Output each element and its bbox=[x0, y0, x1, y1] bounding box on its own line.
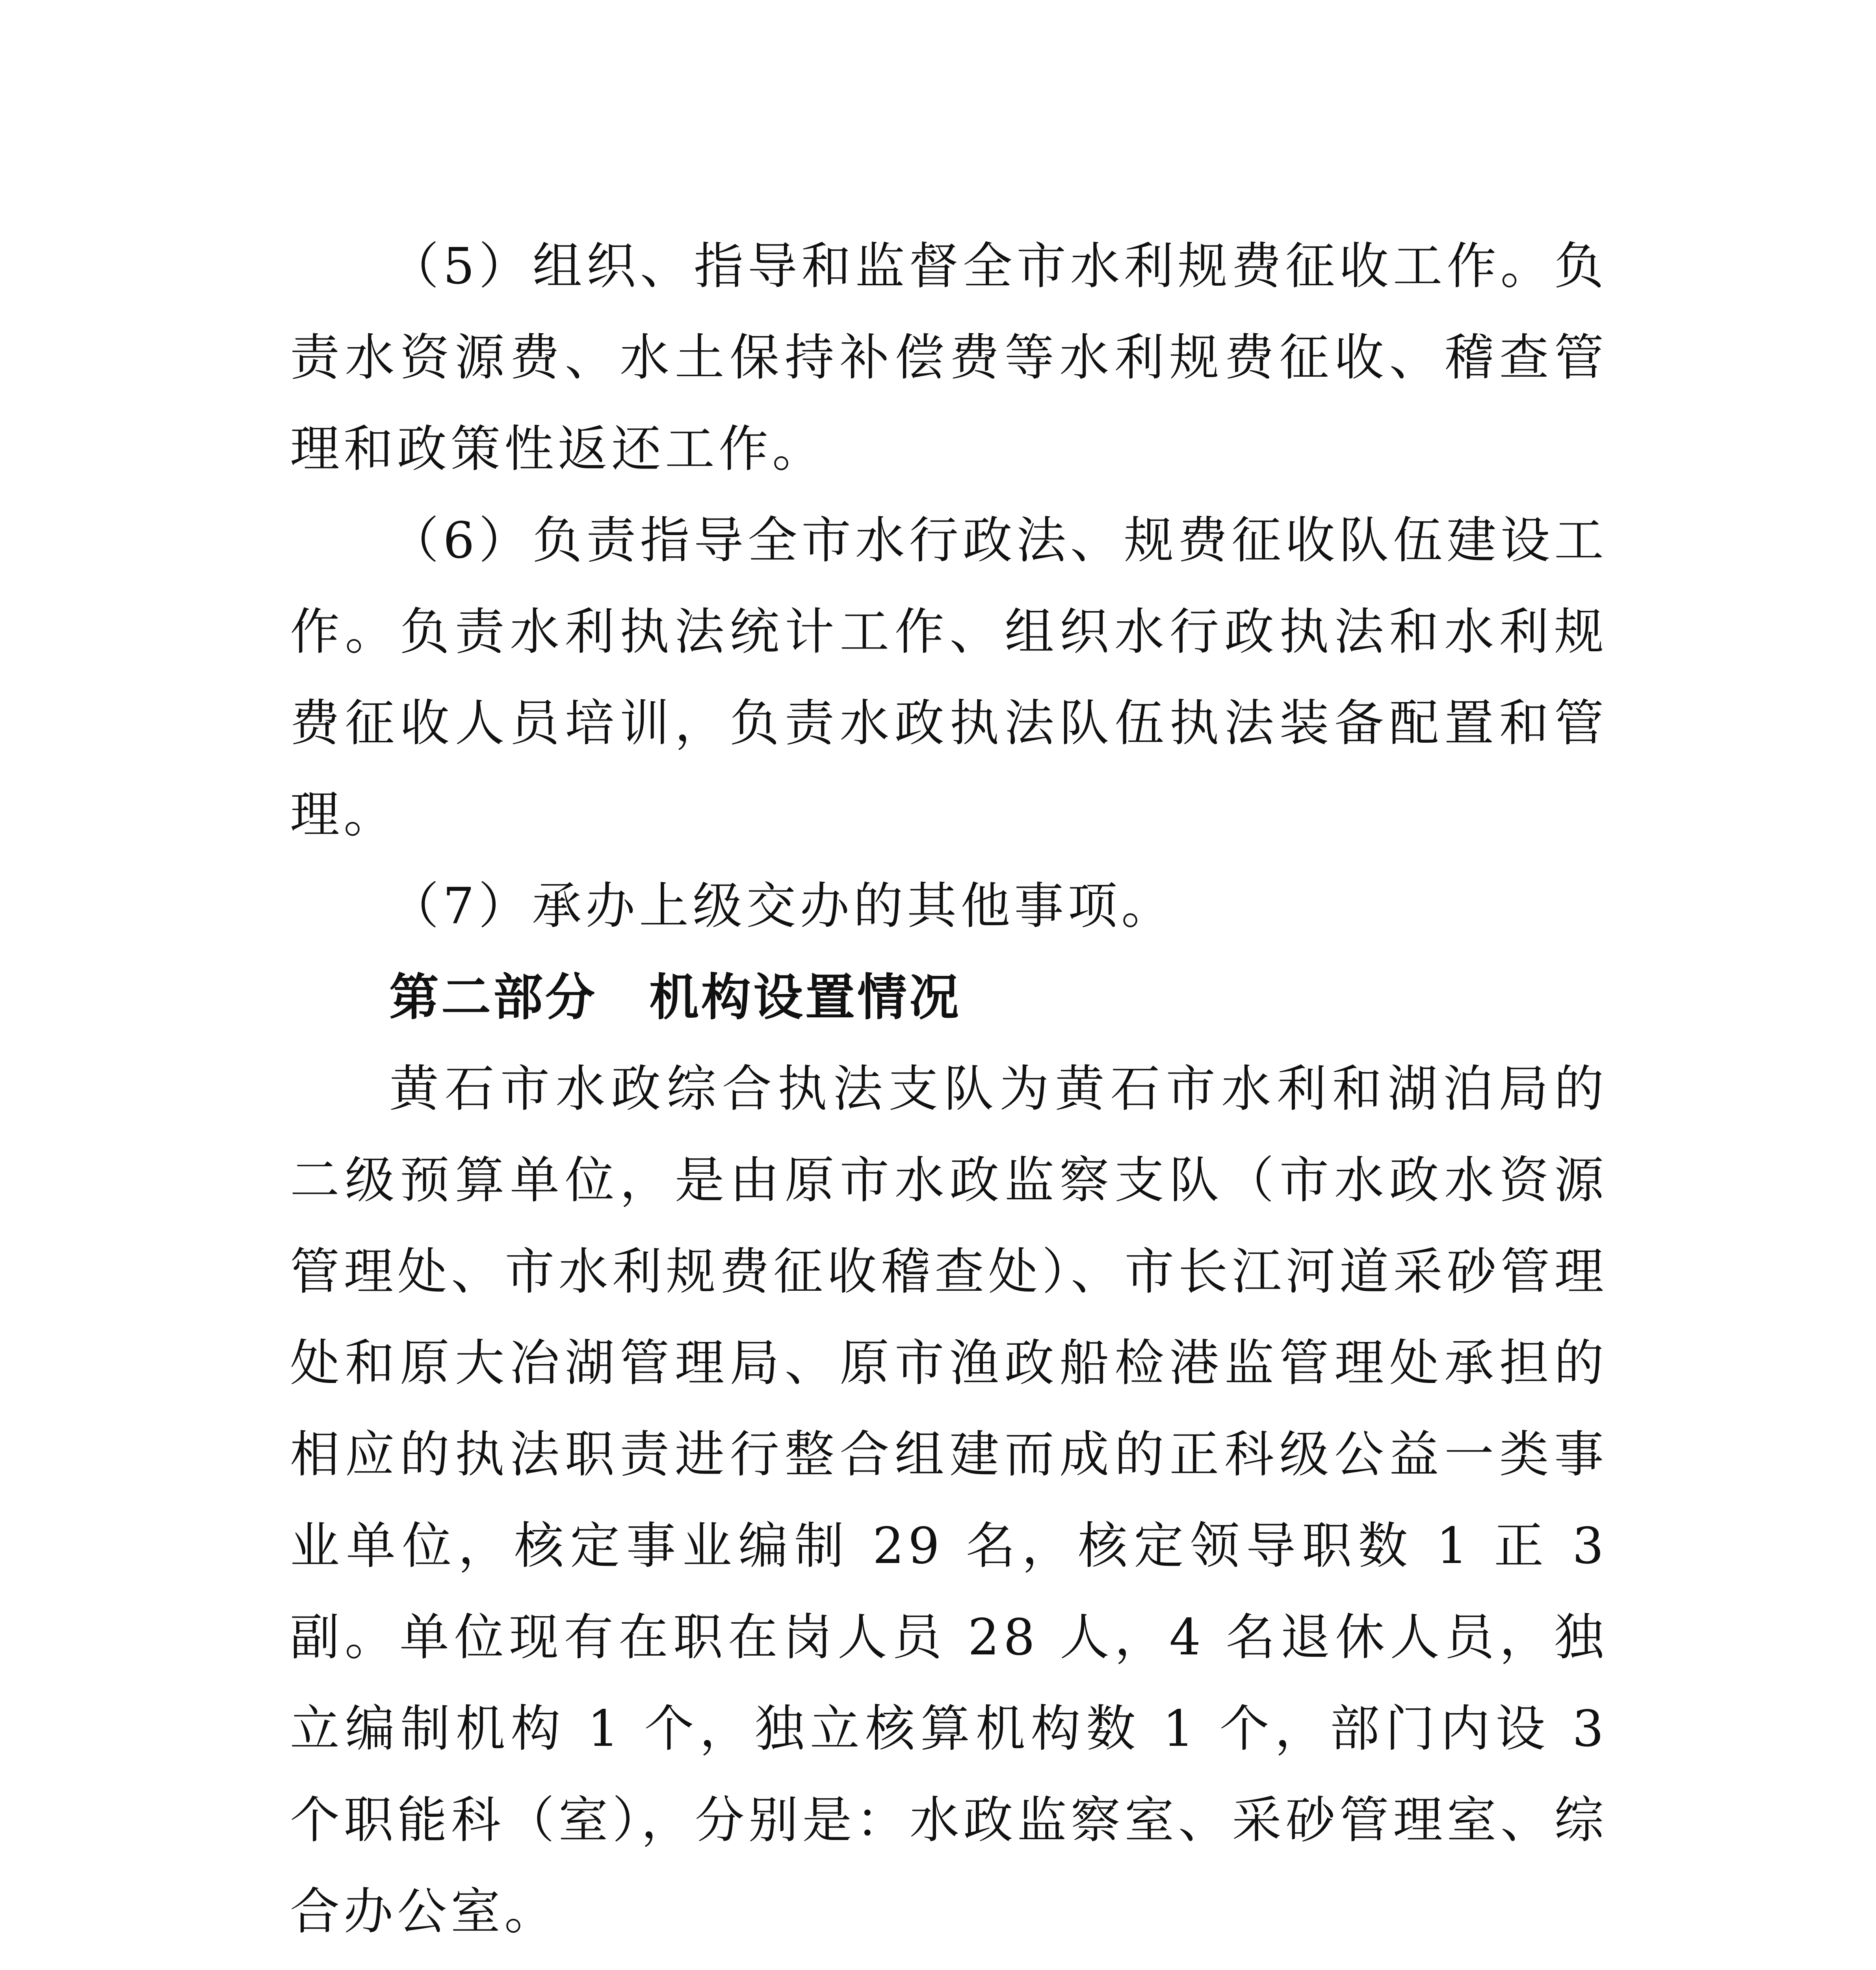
document-body bbox=[290, 221, 1608, 1970]
section-2-heading: 第二部分 机构设置情况 bbox=[389, 968, 961, 1026]
paragraph-duty-6: （6）负责指导全市水行政法、规费征收队伍建设工作。负责水利执法统计工作、组织水行政执法和水利规费征收人员培训，负责水政执法队伍执法装备配置和管理。 bbox=[290, 511, 1608, 844]
section-3-heading bbox=[290, 1957, 1608, 1970]
section-2-body: 黄石市水政综合执法支队为黄石市水利和湖泊局的二级预算单位，是由原市水政监察支队（市水政水资源管理处、市水利规费征收稽查处）、市长江河道采砂管理处和原大冶湖管理局、原市渔政船检港监管理处承担的相应的执法职责进行整合组建而成的正科级公益一类事业单位，核定事业编制 29 名，核定领导职数 1 正 3 副。单位现有在职在岗人员 28 人，4 名退休人员，独立编制机构 1 个，独立核算机构数 1 个，部门内设 3 个职能科（室），分别是：水政监察室、采砂管理室、综合办公室。 bbox=[290, 1060, 1608, 1940]
paragraph-duty-5: （5）组织、指导和监督全市水利规费征收工作。负责水资源费、水土保持补偿费等水利规费征收、稽查管理和政策性返还工作。 bbox=[290, 237, 1608, 478]
paragraph-duty-7: （7）承办上级交办的其他事项。 bbox=[389, 877, 1175, 935]
